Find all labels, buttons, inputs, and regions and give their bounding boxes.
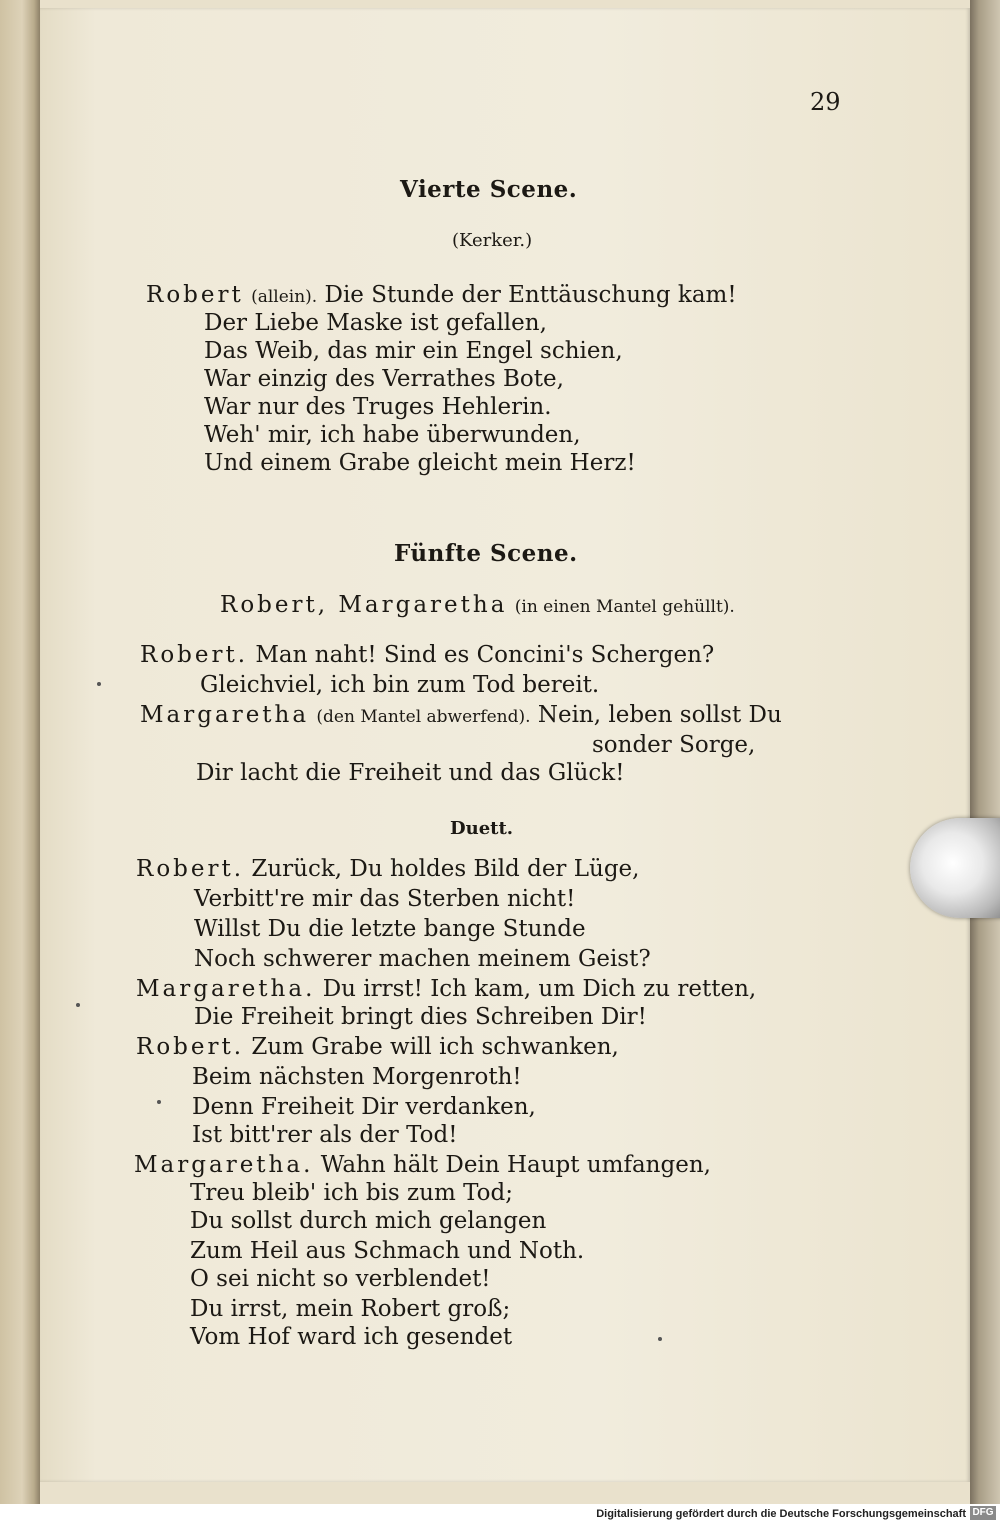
verse-line: Der Liebe Maske ist gefallen,: [204, 310, 547, 336]
verse-line: Treu bleib' ich bis zum Tod;: [190, 1180, 513, 1206]
speaker-name: Robert.: [140, 642, 249, 668]
previous-page-edge: [0, 0, 40, 1504]
scene5-speech-margaretha: [140, 702, 782, 728]
verse-line: War nur des Truges Hehlerin.: [204, 394, 552, 420]
page-number: 29: [810, 88, 841, 116]
cast-names: Robert, Margaretha: [220, 592, 508, 618]
verse-line: Verbitt're mir das Sterben nicht!: [194, 886, 576, 912]
duet-part: [136, 856, 639, 882]
verse-line: Die Stunde der Enttäuschung kam!: [324, 282, 737, 308]
verse-line: Dir lacht die Freiheit und das Glück!: [196, 760, 625, 786]
stage-direction: (den Mantel abwerfend).: [316, 707, 531, 727]
verse-line: Das Weib, das mir ein Engel schien,: [204, 338, 623, 364]
paper-speck: [97, 682, 101, 686]
speaker-name: Margaretha: [140, 702, 310, 728]
speaker-name: Robert.: [136, 856, 245, 882]
speaker-name: Margaretha.: [136, 976, 316, 1002]
speaker-name: Robert: [146, 282, 244, 308]
verse-line: Zum Heil aus Schmach und Noth.: [190, 1238, 585, 1264]
verse-line: Du sollst durch mich gelangen: [190, 1208, 547, 1234]
stage-direction: (allein).: [251, 287, 318, 307]
verse-line: Gleichviel, ich bin zum Tod bereit.: [200, 672, 600, 698]
verse-line: Zurück, Du holdes Bild der Lüge,: [251, 856, 640, 882]
scene5-title: Fünfte Scene.: [394, 540, 578, 567]
duet-part: [134, 1152, 711, 1178]
duet-title: Duett.: [450, 818, 514, 839]
scene4-title: Vierte Scene.: [400, 176, 578, 203]
scene4-setting: (Kerker.): [452, 230, 533, 251]
verse-line: Zum Grabe will ich schwanken,: [251, 1034, 619, 1060]
verse-line: Und einem Grabe gleicht mein Herz!: [204, 450, 636, 476]
verse-line: Wahn hält Dein Haupt umfangen,: [320, 1152, 711, 1178]
scene5-cast: [220, 592, 735, 618]
verse-line: Ist bitt'rer als der Tod!: [192, 1122, 458, 1148]
paper-speck: [157, 1100, 161, 1104]
verse-line: War einzig des Verrathes Bote,: [204, 366, 564, 392]
verse-line: Man naht! Sind es Concini's Schergen?: [255, 642, 715, 668]
verse-line: Du irrst, mein Robert groß;: [190, 1296, 511, 1322]
duet-part: [136, 1034, 619, 1060]
verse-line: Vom Hof ward ich gesendet: [190, 1324, 513, 1350]
scene5-speech-robert: [140, 642, 714, 668]
duet-part: [136, 976, 756, 1002]
verse-line: Nein, leben sollst Du: [537, 702, 782, 728]
speaker-name: Margaretha.: [134, 1152, 314, 1178]
verse-line: Weh' mir, ich habe überwunden,: [204, 422, 581, 448]
speaker-name: Robert.: [136, 1034, 245, 1060]
verse-line: Denn Freiheit Dir verdanken,: [192, 1094, 536, 1120]
scene4-speech-first: [146, 282, 737, 308]
page-right-edge: [970, 0, 1000, 1504]
verse-line: Noch schwerer machen meinem Geist?: [194, 946, 651, 972]
verse-line: O sei nicht so verblendet!: [190, 1266, 491, 1292]
cast-direction: (in einen Mantel gehüllt).: [514, 597, 735, 617]
dfg-logo: DFG: [970, 1506, 996, 1520]
verse-line: Du irrst! Ich kam, um Dich zu retten,: [322, 976, 757, 1002]
scanner-clip: [910, 818, 1000, 918]
verse-line: Die Freiheit bringt dies Schreiben Dir!: [194, 1004, 647, 1030]
paper-speck: [76, 1003, 80, 1007]
verse-line-continuation: sonder Sorge,: [592, 732, 756, 758]
verse-line: Willst Du die letzte bange Stunde: [194, 916, 586, 942]
digitization-credit: Digitalisierung gefördert durch die Deutsche Forschungsgemeinschaft: [596, 1508, 966, 1520]
verse-line: Beim nächsten Morgenroth!: [192, 1064, 522, 1090]
paper-speck: [658, 1337, 662, 1341]
